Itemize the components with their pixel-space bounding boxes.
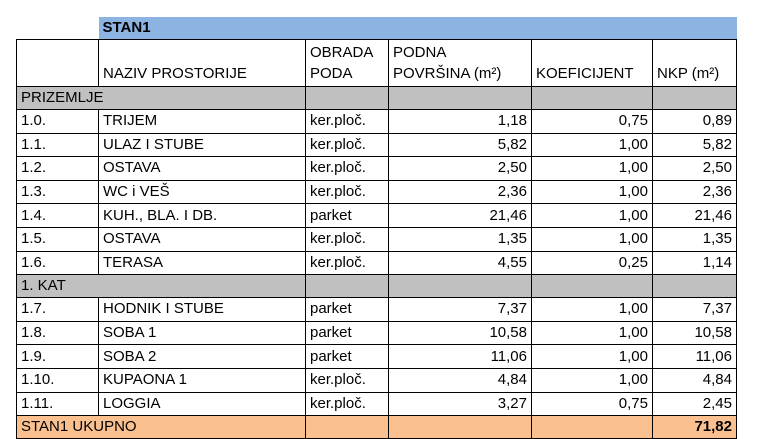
- room-number: 1.11.: [17, 392, 99, 416]
- nkp-value: 11,06: [653, 345, 737, 369]
- table-row: [17, 110, 737, 134]
- coefficient: 1,00: [532, 321, 653, 345]
- section-label: 1. KAT: [17, 275, 306, 298]
- floor-finish: ker.ploč.: [306, 227, 389, 251]
- total-row: [17, 416, 737, 439]
- header-nkp: NKP (m²): [653, 40, 737, 87]
- room-area-table: [16, 17, 737, 439]
- table-row: [17, 133, 737, 157]
- room-number: 1.0.: [17, 110, 99, 134]
- floor-finish: parket: [306, 345, 389, 369]
- section-cell: [306, 87, 389, 110]
- nkp-value: 2,36: [653, 180, 737, 204]
- nkp-value: 10,58: [653, 321, 737, 345]
- header-row: [17, 40, 737, 87]
- header-obrada: OBRADA PODA: [306, 40, 389, 87]
- floor-area: 5,82: [389, 133, 532, 157]
- section-cell: [532, 275, 653, 298]
- table-row: [17, 298, 737, 322]
- room-name: OSTAVA: [99, 227, 306, 251]
- table-row: [17, 368, 737, 392]
- floor-finish: ker.ploč.: [306, 180, 389, 204]
- floor-finish: ker.ploč.: [306, 392, 389, 416]
- room-number: 1.9.: [17, 345, 99, 369]
- room-name: WC i VEŠ: [99, 180, 306, 204]
- total-label: STAN1 UKUPNO: [17, 416, 306, 439]
- total-value: 71,82: [653, 416, 737, 439]
- room-number: 1.1.: [17, 133, 99, 157]
- floor-area: 2,50: [389, 157, 532, 181]
- floor-finish: parket: [306, 204, 389, 228]
- room-name: KUH., BLA. I DB.: [99, 204, 306, 228]
- section-cell: [306, 275, 389, 298]
- room-name: LOGGIA: [99, 392, 306, 416]
- section-cell: [532, 87, 653, 110]
- room-name: TRIJEM: [99, 110, 306, 134]
- floor-area: 1,18: [389, 110, 532, 134]
- coefficient: 1,00: [532, 345, 653, 369]
- header-koeficijent: KOEFICIJENT: [532, 40, 653, 87]
- section-cell: [389, 275, 532, 298]
- coefficient: 1,00: [532, 180, 653, 204]
- coefficient: 0,75: [532, 392, 653, 416]
- floor-finish: ker.ploč.: [306, 133, 389, 157]
- nkp-value: 4,84: [653, 368, 737, 392]
- nkp-value: 1,14: [653, 251, 737, 275]
- room-name: SOBA 2: [99, 345, 306, 369]
- title-row: [17, 17, 737, 40]
- room-number: 1.8.: [17, 321, 99, 345]
- room-number: 1.10.: [17, 368, 99, 392]
- floor-finish: parket: [306, 321, 389, 345]
- section-cell: [653, 275, 737, 298]
- table-row: [17, 227, 737, 251]
- coefficient: 1,00: [532, 368, 653, 392]
- coefficient: 1,00: [532, 157, 653, 181]
- nkp-value: 7,37: [653, 298, 737, 322]
- header-podna: PODNA POVRŠINA (m²): [389, 40, 532, 87]
- table-row: [17, 204, 737, 228]
- room-name: OSTAVA: [99, 157, 306, 181]
- nkp-value: 5,82: [653, 133, 737, 157]
- section-row: [17, 275, 737, 298]
- room-number: 1.7.: [17, 298, 99, 322]
- nkp-value: 2,45: [653, 392, 737, 416]
- nkp-value: 21,46: [653, 204, 737, 228]
- coefficient: 0,25: [532, 251, 653, 275]
- floor-area: 4,84: [389, 368, 532, 392]
- floor-area: 3,27: [389, 392, 532, 416]
- table-row: [17, 180, 737, 204]
- floor-area: 1,35: [389, 227, 532, 251]
- total-cell: [306, 416, 389, 439]
- table-row: [17, 157, 737, 181]
- room-number: 1.2.: [17, 157, 99, 181]
- floor-area: 11,06: [389, 345, 532, 369]
- nkp-value: 0,89: [653, 110, 737, 134]
- room-number: 1.3.: [17, 180, 99, 204]
- room-name: TERASA: [99, 251, 306, 275]
- floor-area: 4,55: [389, 251, 532, 275]
- room-name: SOBA 1: [99, 321, 306, 345]
- spreadsheet: [16, 17, 736, 436]
- title-spacer: [17, 17, 99, 40]
- room-number: 1.4.: [17, 204, 99, 228]
- room-name: ULAZ I STUBE: [99, 133, 306, 157]
- header-number: [17, 40, 99, 87]
- room-name: HODNIK I STUBE: [99, 298, 306, 322]
- floor-area: 21,46: [389, 204, 532, 228]
- floor-area: 7,37: [389, 298, 532, 322]
- table-row: [17, 321, 737, 345]
- table-row: [17, 392, 737, 416]
- coefficient: 1,00: [532, 227, 653, 251]
- floor-finish: ker.ploč.: [306, 157, 389, 181]
- floor-area: 10,58: [389, 321, 532, 345]
- floor-finish: ker.ploč.: [306, 368, 389, 392]
- floor-finish: ker.ploč.: [306, 110, 389, 134]
- section-cell: [653, 87, 737, 110]
- header-naziv: NAZIV PROSTORIJE: [99, 40, 306, 87]
- floor-finish: parket: [306, 298, 389, 322]
- room-number: 1.5.: [17, 227, 99, 251]
- section-label: PRIZEMLJE: [17, 87, 306, 110]
- coefficient: 1,00: [532, 133, 653, 157]
- total-cell: [532, 416, 653, 439]
- floor-area: 2,36: [389, 180, 532, 204]
- coefficient: 1,00: [532, 298, 653, 322]
- section-cell: [389, 87, 532, 110]
- table-title: STAN1: [99, 17, 306, 40]
- room-number: 1.6.: [17, 251, 99, 275]
- floor-finish: ker.ploč.: [306, 251, 389, 275]
- table-row: [17, 251, 737, 275]
- nkp-value: 2,50: [653, 157, 737, 181]
- room-name: KUPAONA 1: [99, 368, 306, 392]
- nkp-value: 1,35: [653, 227, 737, 251]
- coefficient: 0,75: [532, 110, 653, 134]
- section-row: [17, 87, 737, 110]
- table-row: [17, 345, 737, 369]
- coefficient: 1,00: [532, 204, 653, 228]
- total-cell: [389, 416, 532, 439]
